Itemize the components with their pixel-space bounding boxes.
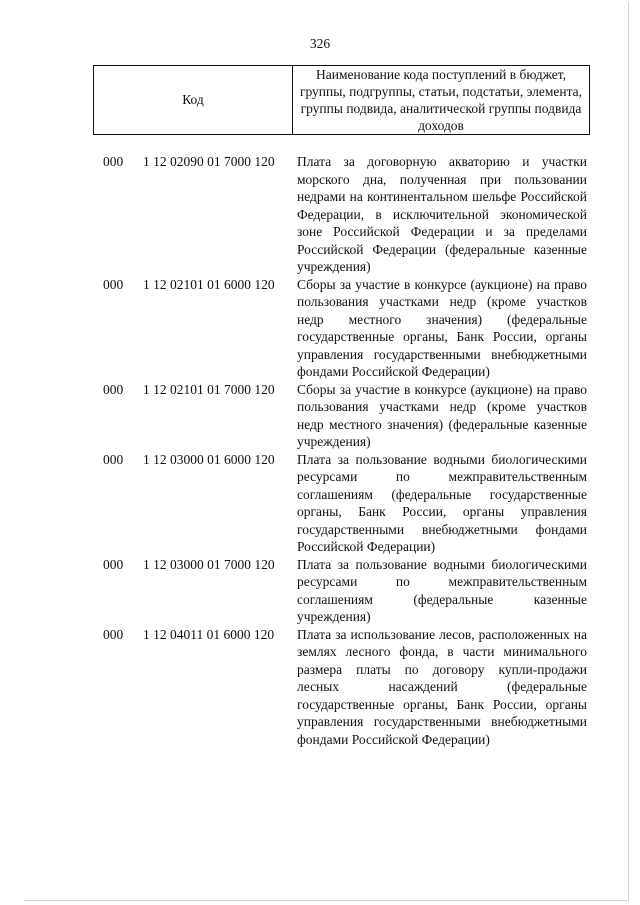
table-row (0, 451, 640, 556)
header-code-column: Код (94, 66, 293, 134)
revenue-description: Плата за использование лесов, расположенных на землях лесного фонда, в части минимального размера платы по договору купли-продажи лесных насаждений (федеральные государственные органы, Банк России, органы управления государственными внебюджетными фондами Российской Федерации) (297, 626, 587, 747)
table-row (0, 381, 640, 451)
admin-code: 000 (103, 381, 124, 397)
admin-code: 000 (103, 154, 124, 169)
admin-code: 000 (103, 626, 124, 642)
revenue-code: 1 12 02090 01 7000 120 (143, 154, 275, 169)
revenue-description: Плата за пользование водными биологическими ресурсами по межправительственным соглашениям (федеральные казенные учреждения) (297, 556, 587, 624)
table-header (93, 65, 590, 135)
revenue-code: 1 12 02101 01 6000 120 (143, 276, 275, 292)
table-row (0, 626, 640, 749)
table-row (0, 556, 640, 626)
revenue-code: 1 12 02101 01 7000 120 (143, 381, 275, 397)
revenue-description: Плата за договорную акваторию и участки морского дна, полученная при пользовании недрами на континентальном шельфе Российской Федерации, в исключительной экономической зоне Российской Федерации и за пределами Российской Федерации (федеральные казенные учреждения) (297, 154, 587, 274)
header-name-column: Наименование кода поступлений в бюджет, группы, подгруппы, статьи, подстатьи, элемента, группы подвида, аналитической группы подвида доходов (299, 67, 583, 133)
table-row (0, 276, 640, 381)
admin-code: 000 (103, 556, 124, 572)
revenue-code: 1 12 04011 01 6000 120 (143, 626, 275, 642)
revenue-code: 1 12 03000 01 6000 120 (143, 451, 275, 467)
admin-code: 000 (103, 276, 124, 292)
admin-code: 000 (103, 451, 124, 467)
page-number: 326 (309, 36, 331, 51)
table-body (0, 153, 640, 748)
revenue-description: Сборы за участие в конкурсе (аукционе) на право пользования участками недр (кроме участков недр местного значения) (федеральные государственные органы, Банк России, органы управления государственными внебюджетными фондами Российской Федерации) (297, 276, 587, 379)
revenue-description: Сборы за участие в конкурсе (аукционе) на право пользования участками недр (кроме участков недр местного значения) (федеральные казенные учреждения) (297, 381, 587, 449)
revenue-description: Плата за пользование водными биологическими ресурсами по межправительственным соглашениям (федеральные государственные органы, Банк России, органы управления государственными внебюджетными фондами Российской Федерации) (297, 451, 587, 554)
table-row (0, 153, 640, 276)
revenue-code: 1 12 03000 01 7000 120 (143, 556, 275, 572)
